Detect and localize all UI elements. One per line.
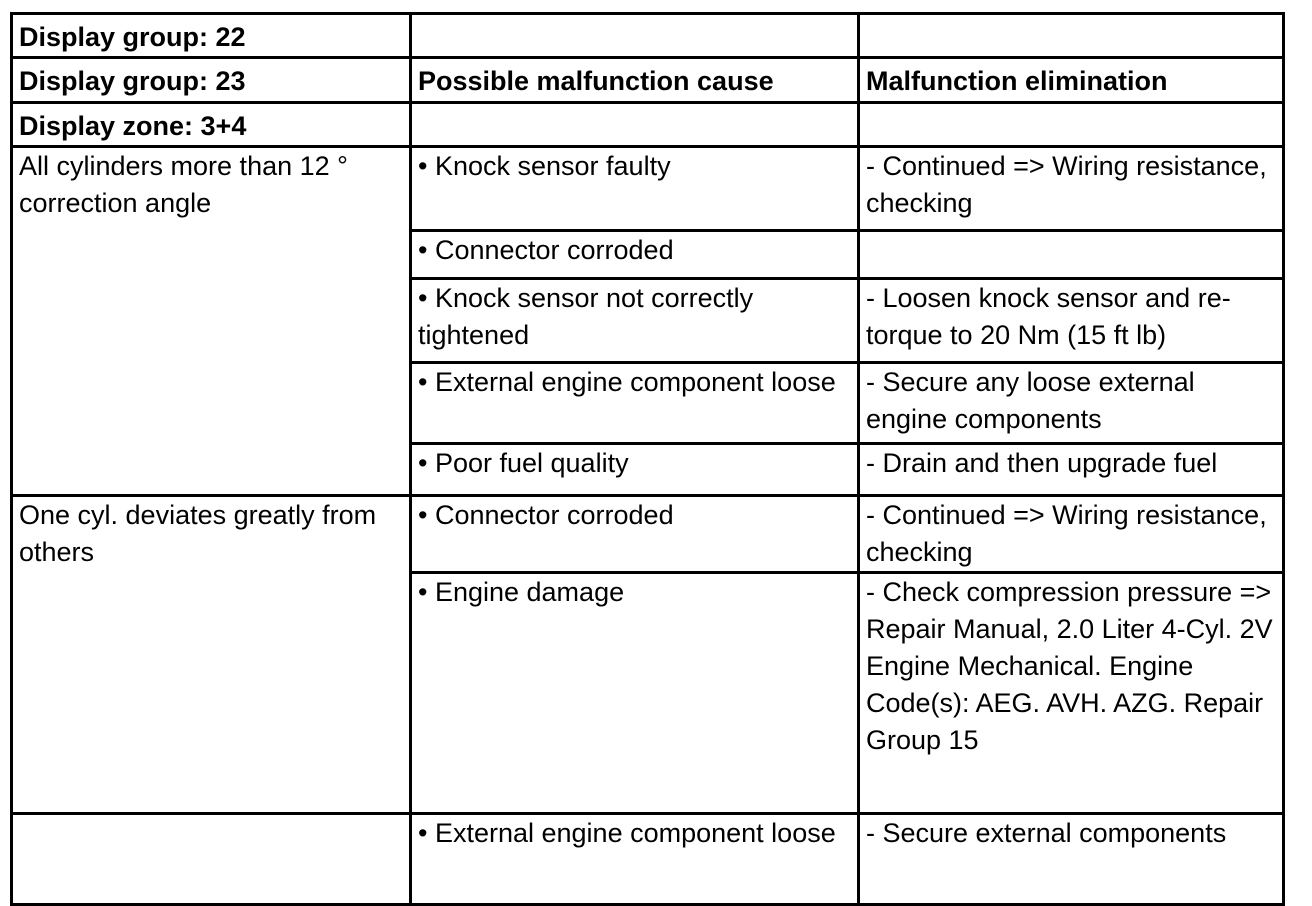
elimination-cell: - Loosen knock sensor and re-torque to 20 Nm (15 ft lb) xyxy=(859,279,1284,363)
elimination-cell: - Continued => Wiring resistance, checking xyxy=(859,496,1284,573)
cause-cell: • Engine damage xyxy=(411,573,859,814)
table-row xyxy=(12,103,1284,147)
table-row xyxy=(12,58,1284,103)
condition-cell: All cylinders more than 12 ° correction angle xyxy=(12,147,411,496)
elimination-cell xyxy=(859,231,1284,279)
cause-cell: • Knock sensor not correctly tightened xyxy=(411,279,859,363)
cause-cell: • Knock sensor faulty xyxy=(411,147,859,231)
elimination-cell: - Drain and then upgrade fuel xyxy=(859,444,1284,496)
diagnostic-table xyxy=(10,12,1285,906)
table-row xyxy=(12,14,1284,58)
condition-cell xyxy=(12,814,411,905)
cause-cell: • Poor fuel quality xyxy=(411,444,859,496)
condition-cell: One cyl. deviates greatly from others xyxy=(12,496,411,814)
cause-cell: • External engine component loose xyxy=(411,814,859,905)
empty-cell xyxy=(411,103,859,147)
empty-cell xyxy=(859,14,1284,58)
elimination-cell: - Secure any loose external engine components xyxy=(859,363,1284,444)
table-row xyxy=(12,496,1284,573)
column-header-cause: Possible malfunction cause xyxy=(411,58,859,103)
table-row xyxy=(12,814,1284,905)
column-header-elimination: Malfunction elimination xyxy=(859,58,1284,103)
elimination-cell: - Check compression pressure => Repair Manual, 2.0 Liter 4-Cyl. 2V Engine Mechanical. Engine Code(s): AEG. AVH. AZG. Repair Group 15 xyxy=(859,573,1284,814)
display-group-22-label: Display group: 22 xyxy=(12,14,411,58)
cause-cell: • Connector corroded xyxy=(411,231,859,279)
display-group-23-label: Display group: 23 xyxy=(12,58,411,103)
table-row xyxy=(12,147,1284,231)
elimination-cell: - Secure external components xyxy=(859,814,1284,905)
display-zone-label: Display zone: 3+4 xyxy=(12,103,411,147)
cause-cell: • External engine component loose xyxy=(411,363,859,444)
empty-cell xyxy=(859,103,1284,147)
cause-cell: • Connector corroded xyxy=(411,496,859,573)
empty-cell xyxy=(411,14,859,58)
elimination-cell: - Continued => Wiring resistance, checking xyxy=(859,147,1284,231)
